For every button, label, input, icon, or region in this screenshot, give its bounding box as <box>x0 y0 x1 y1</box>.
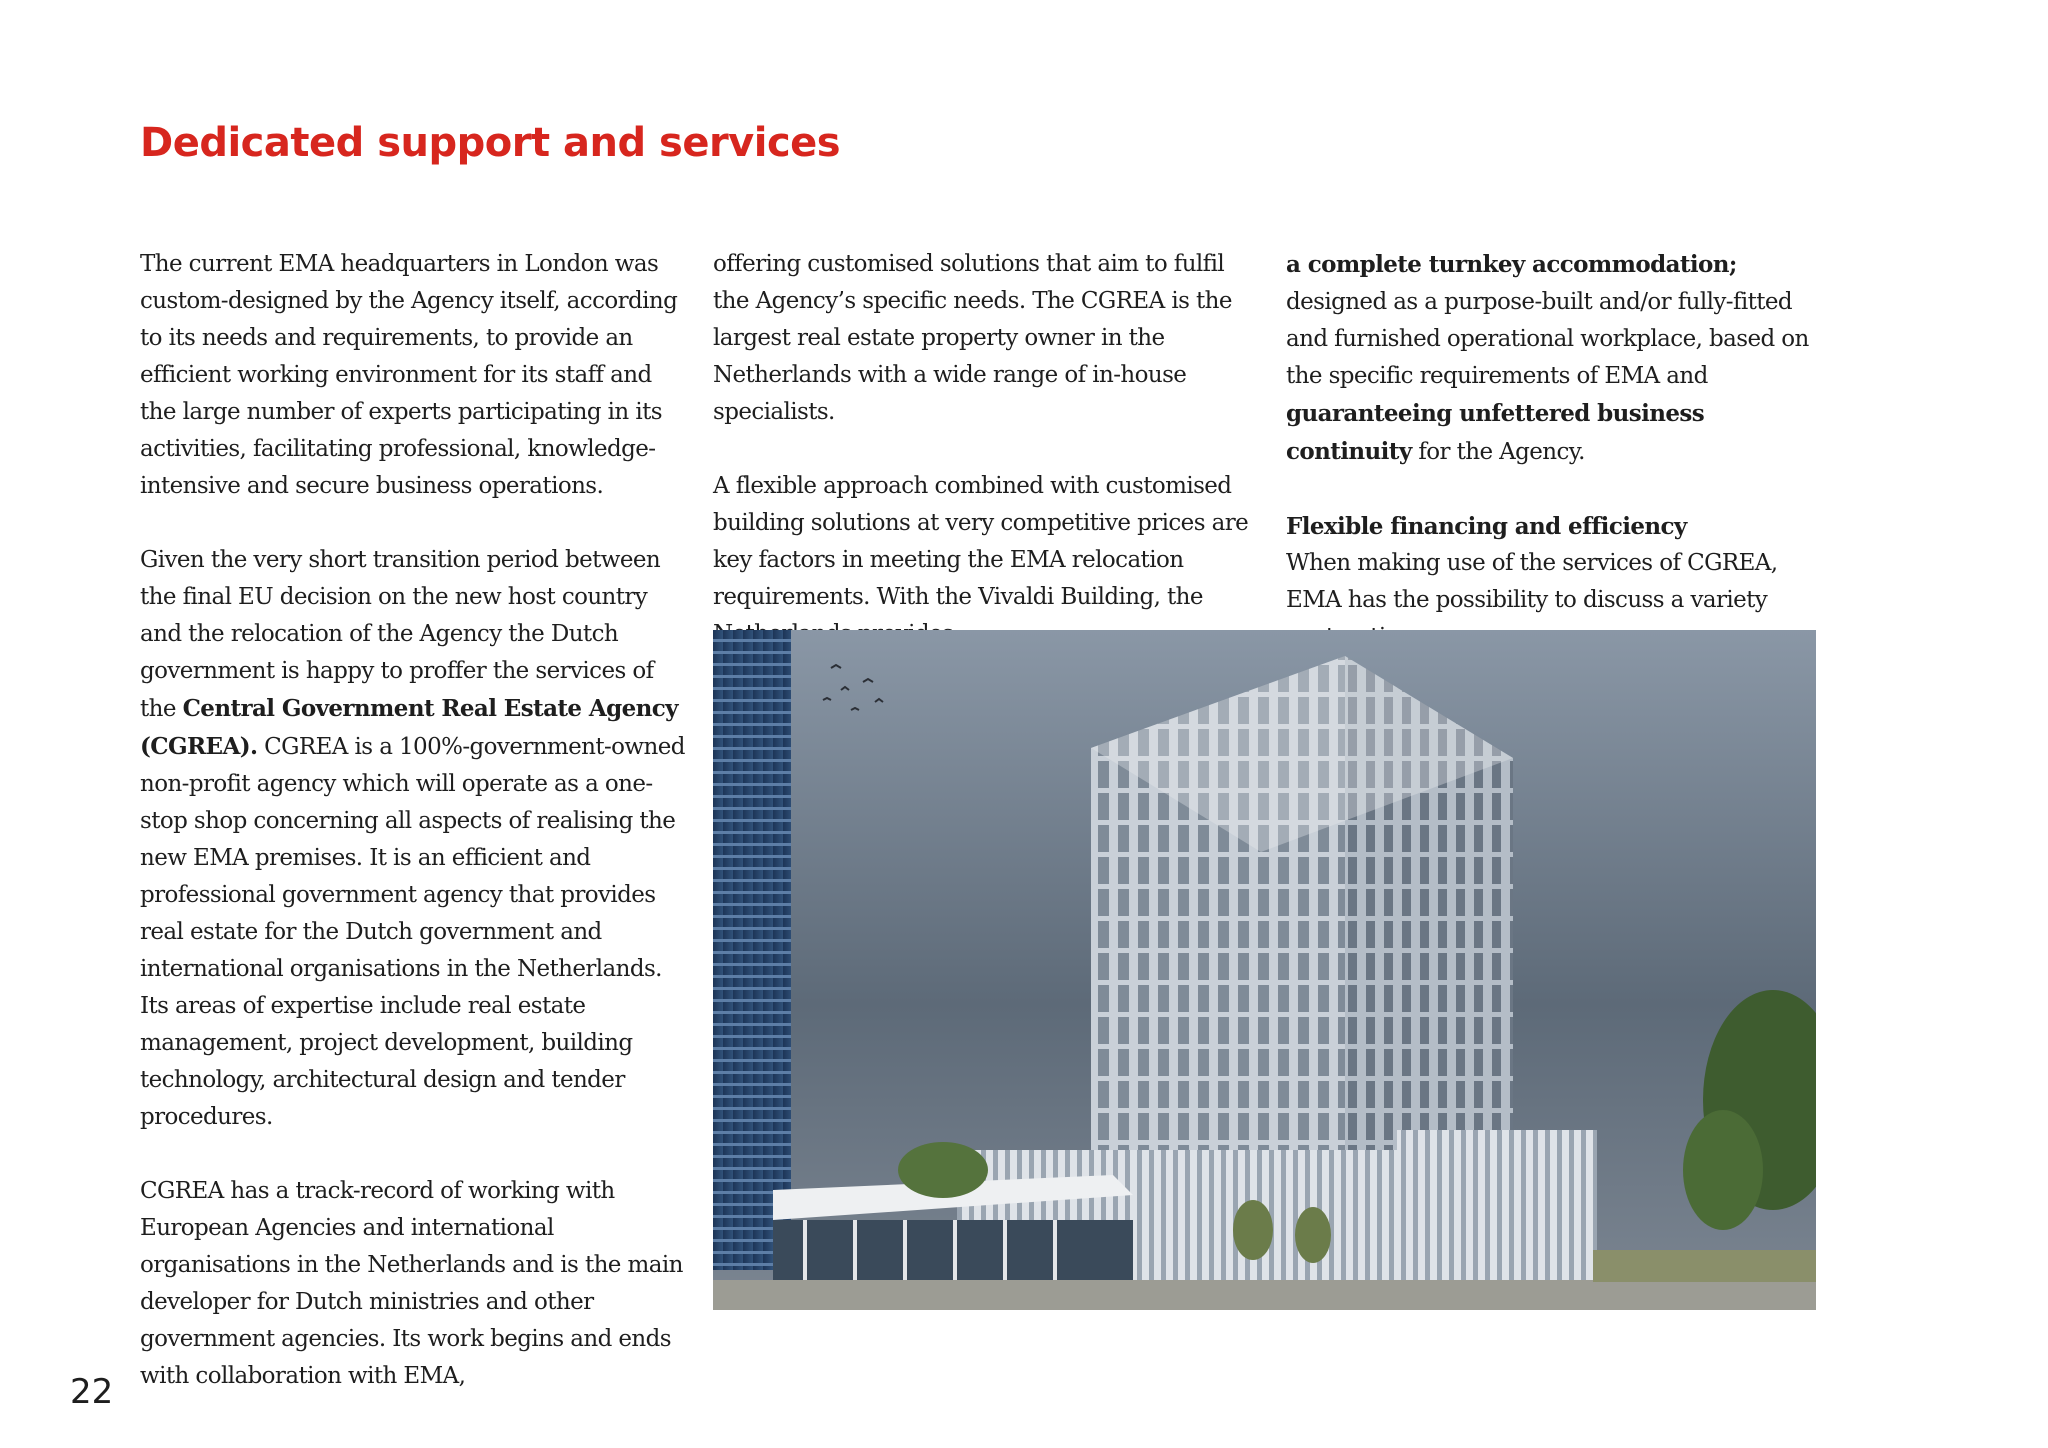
paragraph: A flexible approach combined with customised building solutions at very competitive prices are key factors in meeting the EMA relocation requirements. With the Vivaldi Building, the <box>713 473 1249 610</box>
text-run: When making use of the services of CGREA, EMA has the possibility to discuss a variety <box>1286 550 1778 613</box>
sub-heading: Flexible financing and efficiency <box>1286 513 1687 540</box>
page-title: Dedicated support and services <box>140 120 841 166</box>
text-run: designed as a purpose-built and/or fully-fitted and furnished operational workplace, based on the specific requirements of EMA and <box>1286 289 1809 389</box>
paragraph <box>140 542 685 1136</box>
page-number: 22 <box>70 1372 114 1412</box>
building-photo <box>713 630 1816 1310</box>
text-run: Given the very short transition period between the final EU decision on the new host country and the relocation of the Agency the Dutch government is happy to proffer the services of the <box>140 547 661 722</box>
text-run: CGREA is a 100%-government-owned non-profit agency which will operate as a one-stop shop concerning all aspects of realising the new EMA premises. It is an efficient and professional government agency that provides real estate for the Dutch government and international organisations in the Netherlands. Its areas of expertise include real estate management, project development, building technology, architectural design and tender procedures. <box>140 734 685 1130</box>
text-run: for the Agency. <box>1411 439 1585 465</box>
paragraph <box>1286 246 1831 471</box>
text-column-1 <box>140 246 685 1395</box>
text-column-3 <box>1286 246 1831 656</box>
text-column-2 <box>713 246 1258 653</box>
paragraph: CGREA has a track-record of working with European Agencies and international organisations in the Netherlands and is the main developer for Dutch ministries and other government agencies. Its work begins and ends with collaboration with EMA, <box>140 1178 683 1389</box>
bold-text: a complete turnkey accommodation; <box>1286 251 1737 278</box>
bold-text: guaranteeing unfettered business continuity <box>1286 400 1705 465</box>
paragraph: The current EMA headquarters in London was custom-designed by the Agency itself, according to its needs and requirements, to provide an efficient working environment for its staff and the large number of experts participating in its activities, facilitating professional, knowledge-intensive and secure business operations. <box>140 251 678 499</box>
paragraph: offering customised solutions that aim to fulfil the Agency’s specific needs. The CGREA is the largest real estate property owner in the Netherlands with a wide range of in-house specialists. <box>713 251 1232 425</box>
bold-text: Central Government Real Estate Agency (CGREA). <box>140 695 678 760</box>
